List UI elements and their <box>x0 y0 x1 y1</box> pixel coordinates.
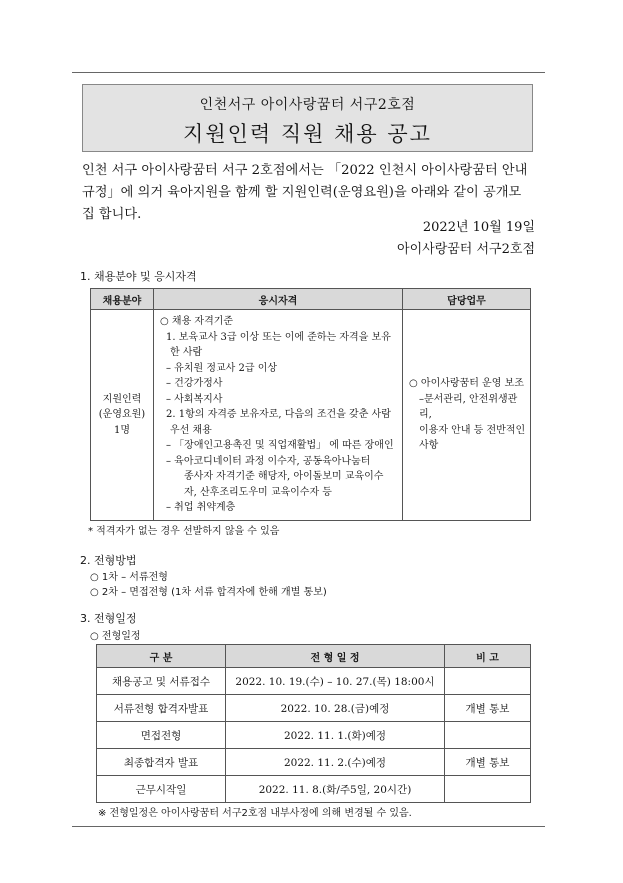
qual-line: ○ 채용 자격기준 <box>160 316 234 327</box>
schedule-header-note: 비 고 <box>445 645 531 668</box>
section-3-sub: ○ 전형일정 <box>90 631 141 642</box>
qual-line: 종사자 자격기준 해당자, 아이돌보미 교육이수 <box>184 471 384 482</box>
schedule-date: 2022. 10. 28.(금)예정 <box>226 695 445 722</box>
field-line: 지원인력 <box>102 393 142 405</box>
schedule-header-name: 구 분 <box>97 645 226 668</box>
duty-line: 사항 <box>419 440 439 451</box>
duty-line: –문서관리, 안전위생관리, <box>419 393 518 420</box>
title-line-1: 인천서구 아이사랑꿈터 서구2호점 <box>199 97 416 113</box>
announcement-date: 2022년 10월 19일 <box>422 220 535 235</box>
schedule-note: 개별 통보 <box>445 695 531 722</box>
header-qualification: 응시자격 <box>154 289 403 310</box>
intro-line: 인천 서구 아이사랑꿈터 서구 2호점에서는 「2022 인천시 아이사랑꿈터 안내 <box>82 163 528 178</box>
schedule-note <box>445 722 531 749</box>
duty-cell <box>403 310 531 521</box>
qual-line: – 건강가정사 <box>166 378 223 389</box>
schedule-date: 2022. 10. 19.(수) – 10. 27.(목) 18:00시 <box>226 668 445 695</box>
qual-line: – 「장애인고용촉진 및 직업재활법」 에 따른 장애인 <box>166 440 394 451</box>
table-row <box>97 695 531 722</box>
bottom-rule <box>72 826 545 827</box>
schedule-table <box>96 644 531 803</box>
qual-line: 한 사람 <box>170 347 203 358</box>
qual-line: 2. 1항의 자격증 보유자로, 다음의 조건을 갖춘 사람 <box>166 409 391 420</box>
qual-line: – 취업 취약계층 <box>166 502 236 513</box>
schedule-date: 2022. 11. 1.(화)예정 <box>226 722 445 749</box>
qualification-cell <box>154 310 403 521</box>
table-row <box>97 749 531 776</box>
qual-line: – 사회복지사 <box>166 393 223 405</box>
title-box <box>82 84 533 152</box>
announcement-org: 아이사랑꿈터 서구2호점 <box>397 242 535 257</box>
table-row <box>97 776 531 803</box>
header-duty: 담당업무 <box>403 289 531 310</box>
section-1-title: 1. 채용분야 및 응시자격 <box>80 270 197 283</box>
field-line: 1명 <box>113 424 131 436</box>
section-3-title: 3. 전형일정 <box>80 612 137 625</box>
title-line-2: 지원인력 직원 채용 공고 <box>183 122 432 146</box>
section-2-item: ○ 1차 – 서류전형 <box>90 572 168 583</box>
qual-line: 자, 산후조리도우미 교육이수자 등 <box>184 486 332 498</box>
schedule-date: 2022. 11. 2.(수)예정 <box>226 749 445 776</box>
duty-line: ○ 아이사랑꿈터 운영 보조 <box>409 378 524 389</box>
section-2-title: 2. 전형방법 <box>80 554 137 567</box>
section-2-item: ○ 2차 – 면접전형 (1차 서류 합격자에 한해 개별 통보) <box>90 587 327 598</box>
schedule-name: 채용공고 및 서류접수 <box>97 668 226 695</box>
schedule-name: 최종합격자 발표 <box>97 749 226 776</box>
schedule-name: 면접전형 <box>97 722 226 749</box>
qual-line: – 유치원 정교사 2급 이상 <box>166 362 278 374</box>
field-cell <box>91 310 154 521</box>
schedule-note <box>445 668 531 695</box>
schedule-name: 근무시작일 <box>97 776 226 803</box>
schedule-header-date: 전 형 일 정 <box>226 645 445 668</box>
intro-line: 집 합니다. <box>82 207 142 222</box>
schedule-name: 서류전형 합격자발표 <box>97 695 226 722</box>
field-line: (운영요원) <box>98 409 146 420</box>
qual-line: 1. 보육교사 3급 이상 또는 이에 준하는 자격을 보유 <box>166 331 391 343</box>
qualification-table <box>90 288 531 521</box>
section-1-note: * 적격자가 없는 경우 선발하지 않을 수 있음 <box>88 526 280 537</box>
duty-line: 이용자 안내 등 전반적인 <box>419 424 526 436</box>
schedule-note <box>445 776 531 803</box>
schedule-date: 2022. 11. 8.(화/주5일, 20시간) <box>226 776 445 803</box>
top-rule <box>72 72 545 73</box>
qual-line: 우선 채용 <box>170 424 212 436</box>
header-field: 채용분야 <box>91 289 154 310</box>
qual-line: – 육아코디네이터 과정 이수자, 공동육아나눔터 <box>166 455 371 467</box>
table-row <box>97 668 531 695</box>
table-row <box>97 722 531 749</box>
schedule-note: 개별 통보 <box>445 749 531 776</box>
intro-line: 규정」에 의거 육아지원을 함께 할 지원인력(운영요원)을 아래와 같이 공개모 <box>82 185 522 200</box>
schedule-footnote: ※ 전형일정은 아이사랑꿈터 서구2호점 내부사정에 의해 변경될 수 있음. <box>98 808 412 819</box>
